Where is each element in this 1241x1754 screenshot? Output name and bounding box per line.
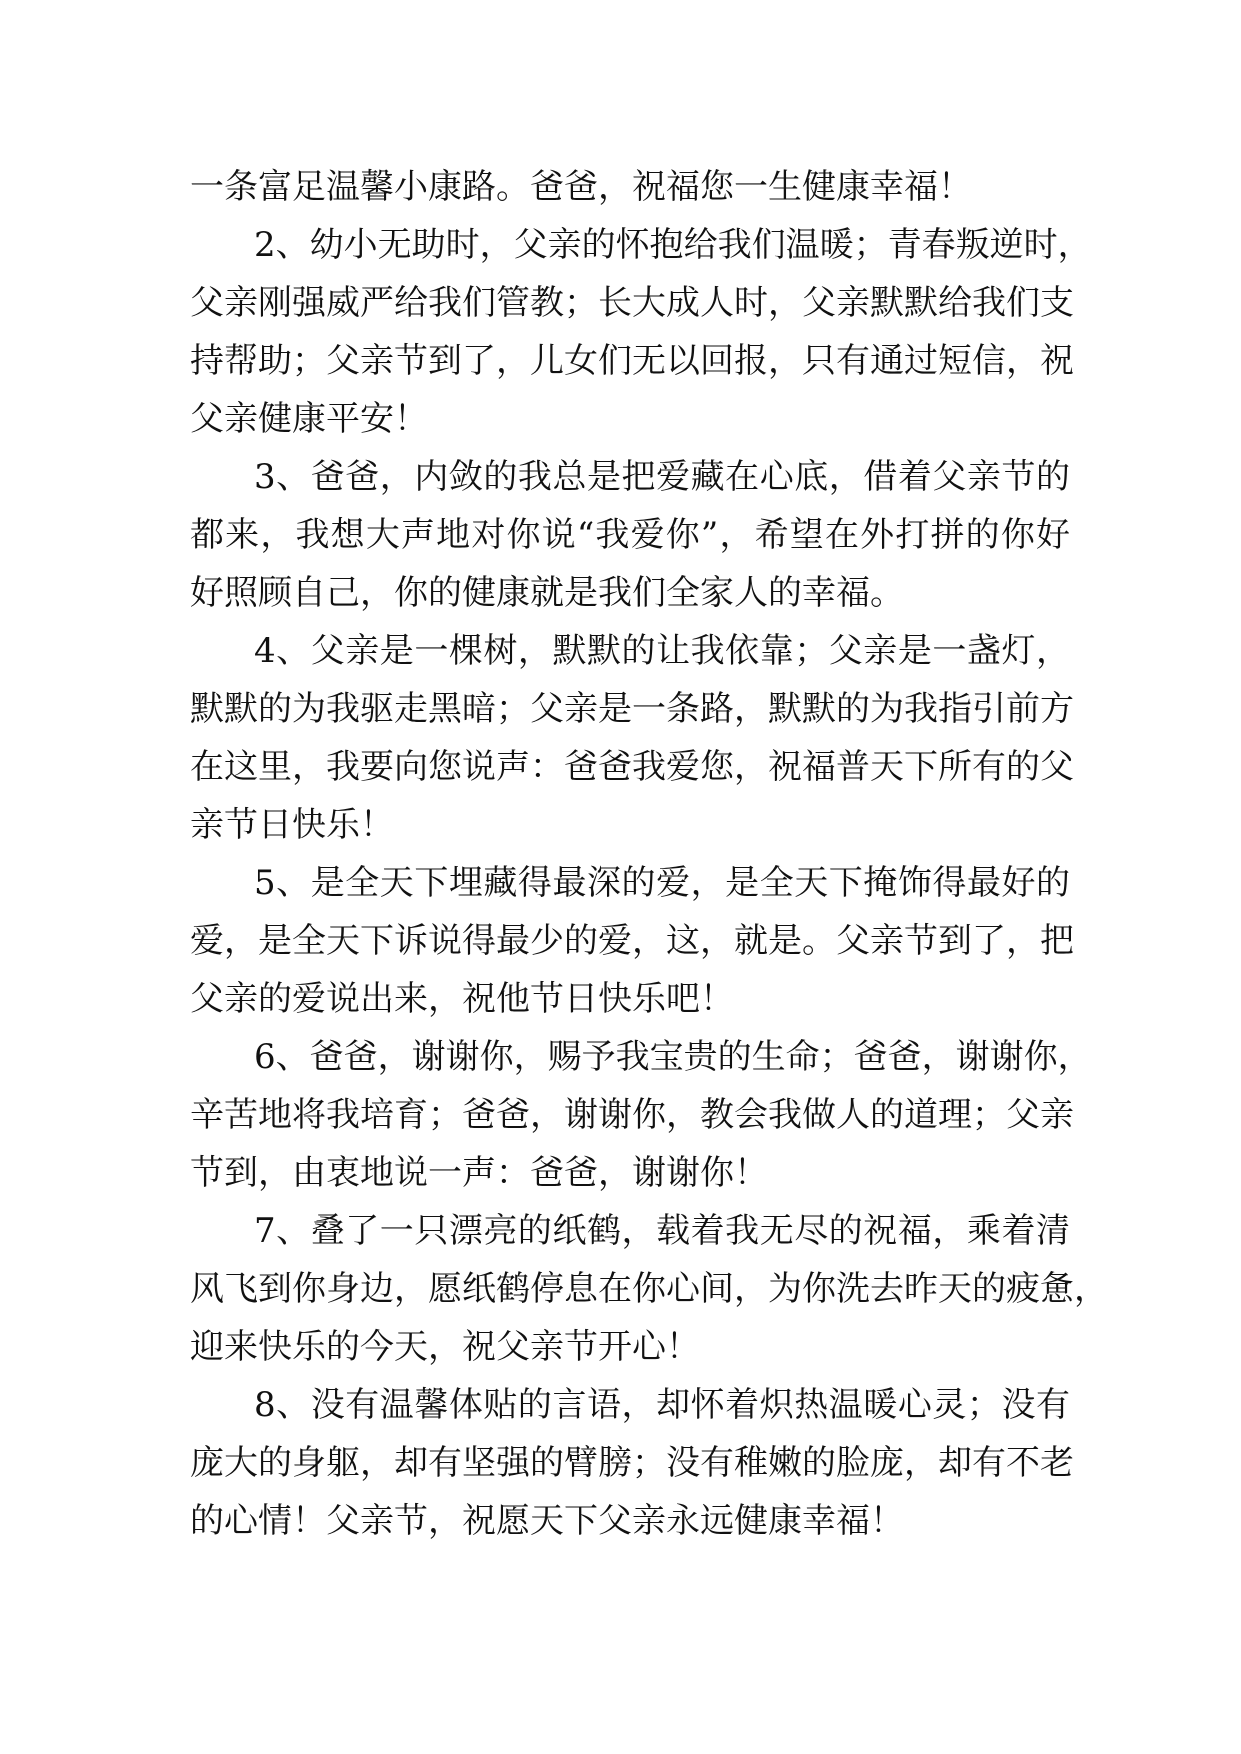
text-line: 辛苦地将我培育；爸爸，谢谢你，教会我做人的道理；父亲 <box>190 1095 1074 1135</box>
text-line: 在这里，我要向您说声：爸爸我爱您，祝福普天下所有的父 <box>190 747 1074 787</box>
text-line: 持帮助；父亲节到了，儿女们无以回报，只有通过短信，祝 <box>190 341 1074 381</box>
document-body <box>190 158 1108 1550</box>
paragraph-item-2 <box>190 216 1092 448</box>
paragraph-item-4 <box>190 622 1074 854</box>
text-line: 默默的为我驱走黑暗；父亲是一条路，默默的为我指引前方 <box>190 689 1074 729</box>
paragraph-continuation <box>190 158 1070 216</box>
text-line: 5、是全天下埋藏得最深的爱，是全天下掩饰得最好的 <box>254 863 1070 903</box>
text-line: 2、幼小无助时，父亲的怀抱给我们温暖；青春叛逆时， <box>254 225 1092 265</box>
text-line: 4、父亲是一棵树，默默的让我依靠；父亲是一盏灯， <box>254 631 1070 671</box>
paragraph-item-3 <box>190 448 1070 622</box>
text-line: 爱，是全天下诉说得最少的爱，这，就是。父亲节到了，把 <box>190 921 1074 961</box>
text-line: 都来，我想大声地对你说“我爱你”，希望在外打拼的你好 <box>190 515 1070 555</box>
text-line: 亲节日快乐！ <box>190 805 394 845</box>
text-line: 节到，由衷地说一声：爸爸，谢谢你！ <box>190 1153 768 1193</box>
text-line: 风飞到你身边，愿纸鹤停息在你心间，为你洗去昨天的疲惫， <box>190 1269 1108 1309</box>
paragraph-item-7 <box>190 1202 1108 1376</box>
text-line: 父亲健康平安！ <box>190 399 428 439</box>
text-line: 6、爸爸，谢谢你，赐予我宝贵的生命；爸爸，谢谢你， <box>254 1037 1092 1077</box>
text-line: 迎来快乐的今天，祝父亲节开心！ <box>190 1327 700 1367</box>
text-line: 父亲刚强威严给我们管教；长大成人时，父亲默默给我们支 <box>190 283 1074 323</box>
text-line: 父亲的爱说出来，祝他节日快乐吧！ <box>190 979 734 1019</box>
paragraph-item-6 <box>190 1028 1092 1202</box>
text-line: 的心情！父亲节，祝愿天下父亲永远健康幸福！ <box>190 1501 904 1541</box>
text-line: 一条富足温馨小康路。爸爸，祝福您一生健康幸福！ <box>190 167 972 207</box>
text-line: 8、没有温馨体贴的言语，却怀着炽热温暖心灵；没有 <box>254 1385 1070 1425</box>
paragraph-item-5 <box>190 854 1074 1028</box>
text-line: 3、爸爸，内敛的我总是把爱藏在心底，借着父亲节的 <box>254 457 1070 497</box>
text-line: 好照顾自己，你的健康就是我们全家人的幸福。 <box>190 573 904 613</box>
text-line: 7、叠了一只漂亮的纸鹤，载着我无尽的祝福，乘着清 <box>254 1211 1070 1251</box>
paragraph-item-8 <box>190 1376 1074 1550</box>
text-line: 庞大的身躯，却有坚强的臂膀；没有稚嫩的脸庞，却有不老 <box>190 1443 1074 1483</box>
